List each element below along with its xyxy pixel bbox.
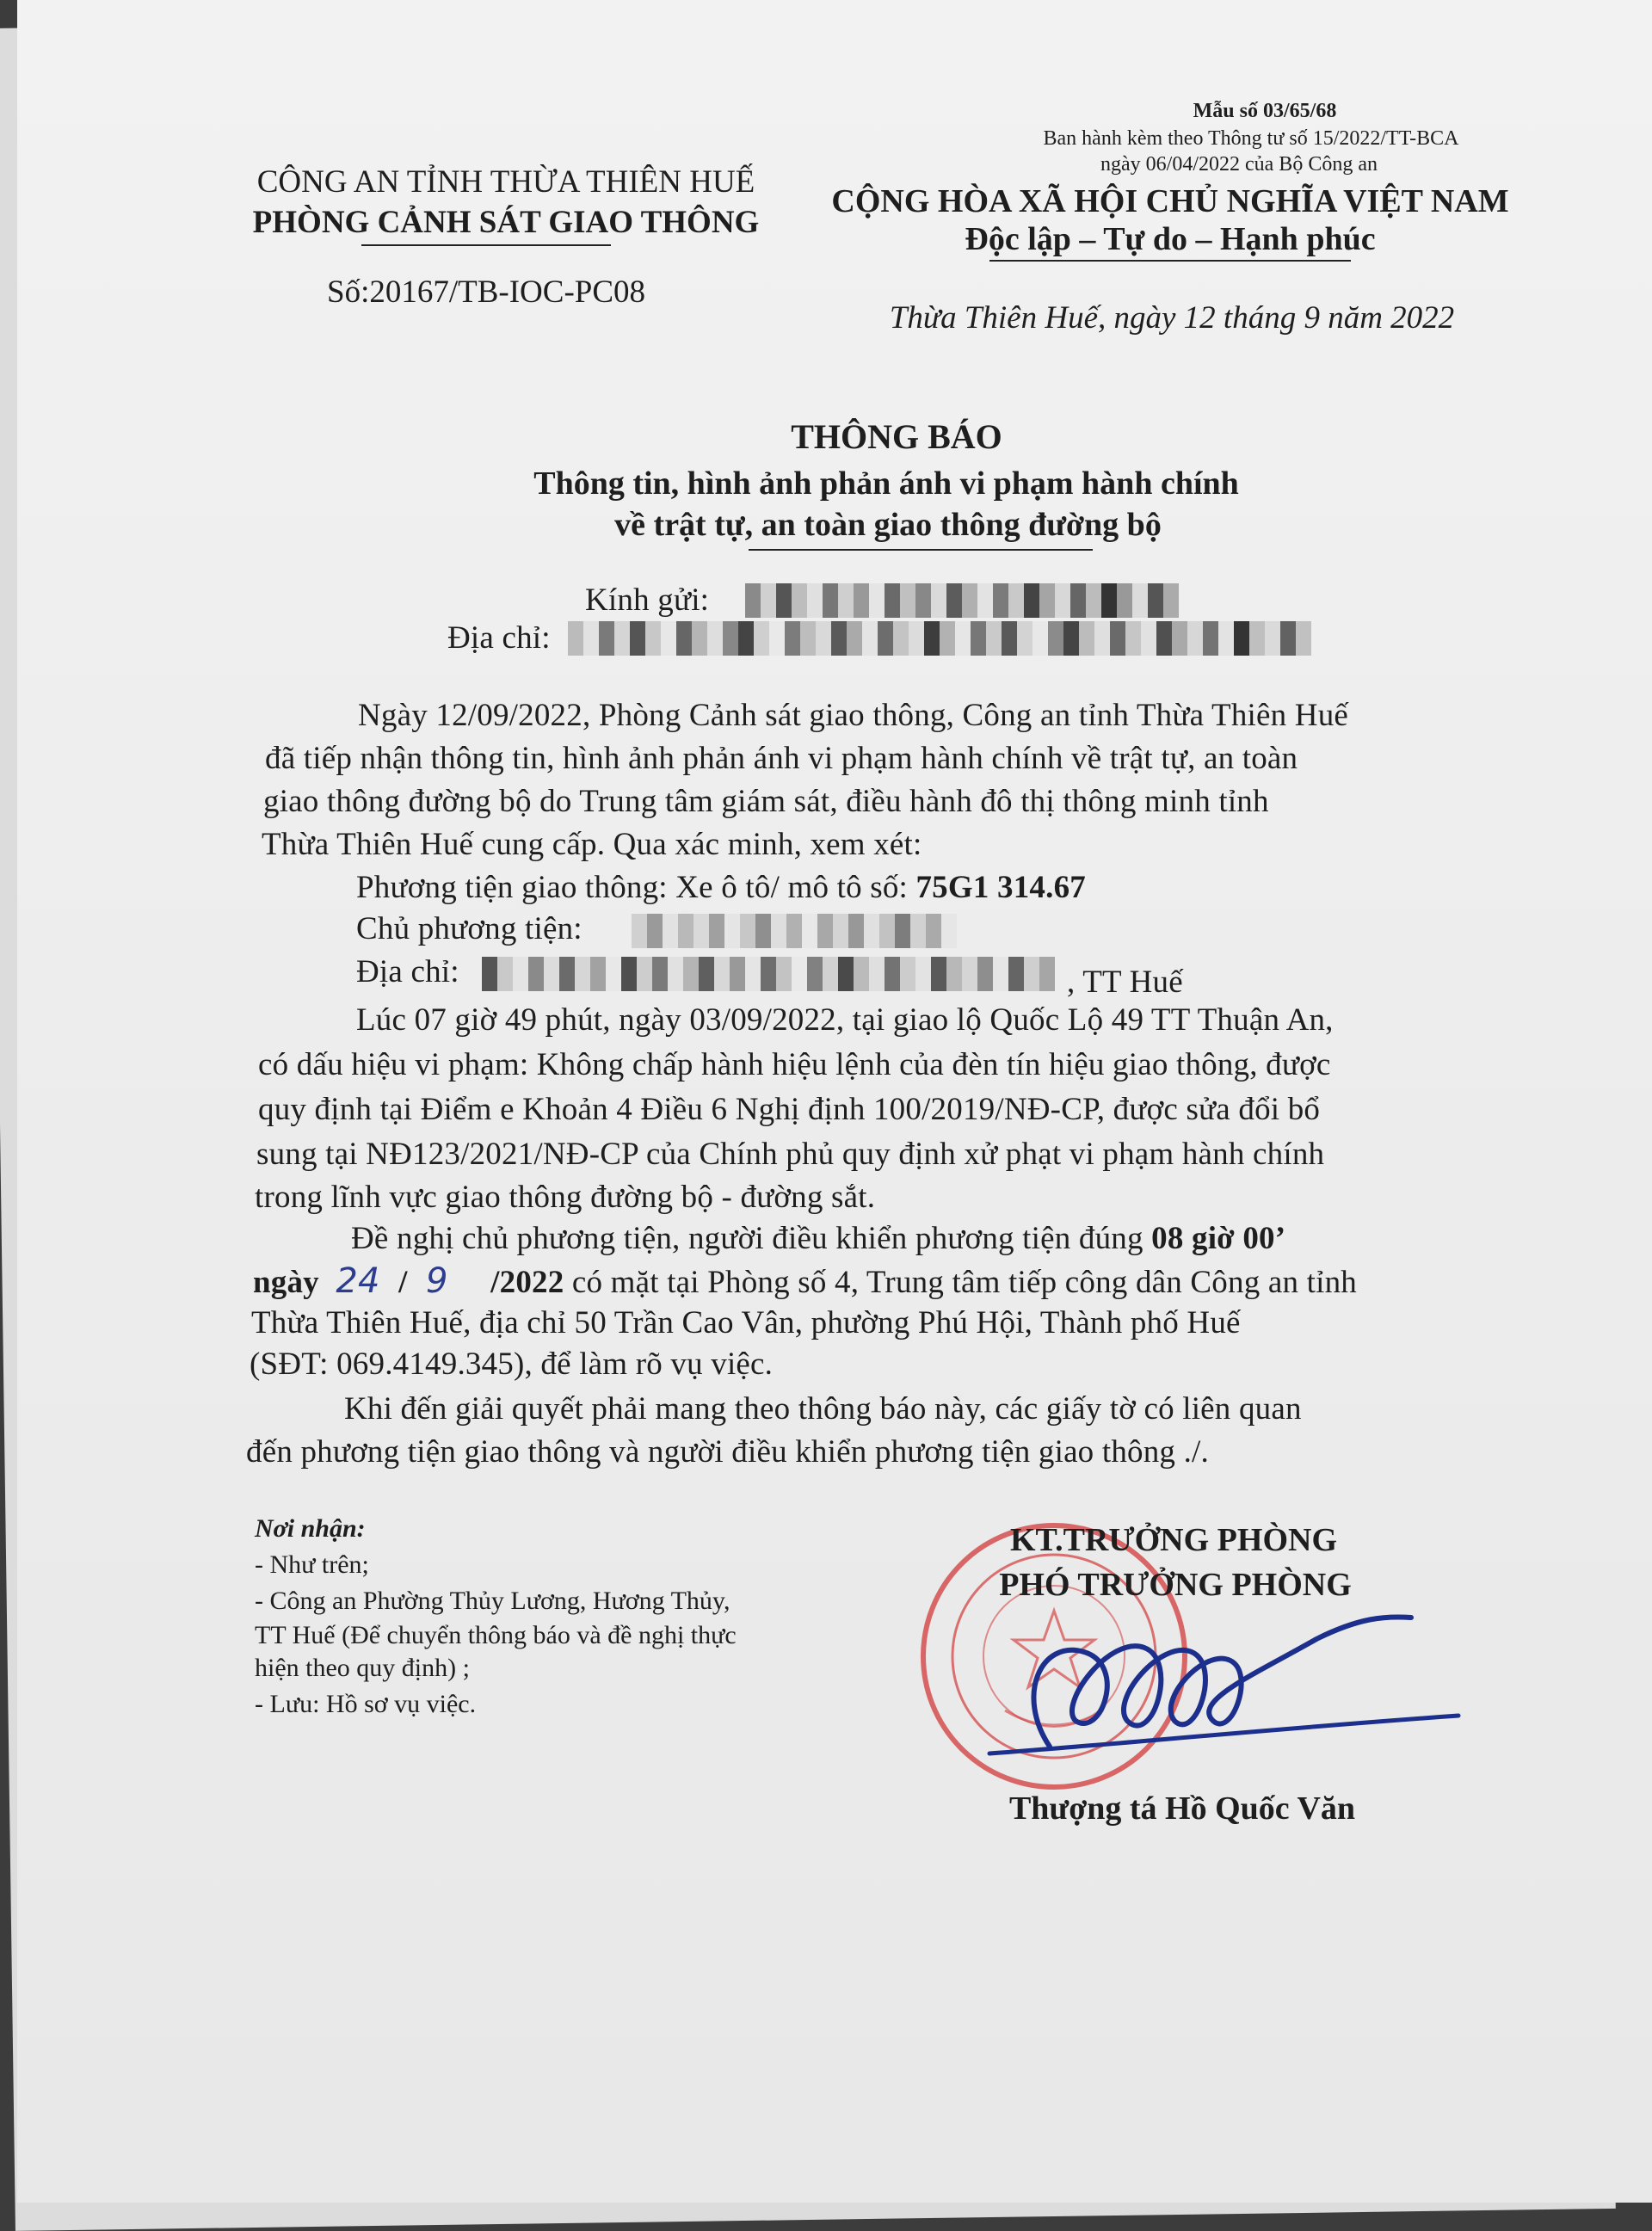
signature-role2: PHÓ TRƯỞNG PHÒNG bbox=[999, 1567, 1352, 1603]
paragraph1-line2: đã tiếp nhận thông tin, hình ảnh phản ánh vi phạm hành chính về trật tự, an toàn bbox=[265, 741, 1298, 776]
redacted-recipient-name bbox=[745, 583, 1184, 618]
appointment-time: 08 giờ 00’ bbox=[1151, 1221, 1286, 1256]
paragraph3-line1 bbox=[351, 1220, 1285, 1257]
redacted-owner-address bbox=[482, 957, 1067, 991]
paragraph4-line1: Khi đến giải quyết phải mang theo thông báo này, các giấy tờ có liên quan bbox=[344, 1391, 1302, 1427]
signature-role1: KT.TRƯỞNG PHÒNG bbox=[1010, 1522, 1337, 1558]
handwritten-day: 24 bbox=[336, 1261, 380, 1301]
license-plate: 75G1 314.67 bbox=[915, 870, 1086, 905]
agency-dept: PHÒNG CẢNH SÁT GIAO THÔNG bbox=[252, 205, 760, 240]
document-subtitle-line1: Thông tin, hình ảnh phản ánh vi phạm hành chính bbox=[533, 465, 1239, 502]
document-number: Số:20167/TB-IOC-PC08 bbox=[327, 274, 646, 310]
appointment-year: /2022 bbox=[490, 1265, 564, 1300]
recipients-line5: - Lưu: Hồ sơ vụ việc. bbox=[255, 1690, 477, 1718]
owner-label: Chủ phương tiện: bbox=[356, 911, 583, 946]
nation-motto: Độc lập – Tự do – Hạnh phúc bbox=[965, 221, 1376, 257]
paragraph2-line4: sung tại NĐ123/2021/NĐ-CP của Chính phủ quy định xử phạt vi phạm hành chính bbox=[256, 1137, 1325, 1172]
recipients-label: Nơi nhận: bbox=[255, 1514, 366, 1543]
recipients-line2: - Công an Phường Thủy Lương, Hương Thủy, bbox=[255, 1587, 730, 1615]
owner-address-label: Địa chỉ: bbox=[356, 954, 459, 989]
document-title: THÔNG BÁO bbox=[791, 417, 1002, 456]
recipients-line4: hiện theo quy định) ; bbox=[255, 1654, 470, 1682]
handwritten-month: 9 bbox=[426, 1261, 448, 1301]
paragraph3-line3: Thừa Thiên Huế, địa chỉ 50 Trần Cao Vân, phường Phú Hội, Thành phố Huế bbox=[251, 1305, 1241, 1340]
form-issued-line2: ngày 06/04/2022 của Bộ Công an bbox=[1100, 153, 1378, 176]
date-separator: / bbox=[398, 1265, 408, 1300]
vehicle-label: Phương tiện giao thông: Xe ô tô/ mô tô số: bbox=[356, 870, 909, 905]
motto-underline bbox=[989, 260, 1351, 262]
nation-name: CỘNG HÒA XÃ HỘI CHỦ NGHĨA VIỆT NAM bbox=[831, 183, 1509, 219]
title-underline bbox=[749, 549, 1093, 551]
paragraph3-line1-text: Đề nghị chủ phương tiện, người điều khiển phương tiện đúng bbox=[351, 1221, 1143, 1256]
to-label: Kính gửi: bbox=[585, 582, 710, 618]
paragraph2-line3: quy định tại Điểm e Khoản 4 Điều 6 Nghị định 100/2019/NĐ-CP, được sửa đổi bổ bbox=[258, 1092, 1321, 1127]
signatory-name: Thượng tá Hồ Quốc Văn bbox=[1008, 1790, 1356, 1827]
handwritten-signature bbox=[981, 1600, 1463, 1772]
redacted-recipient-address bbox=[568, 621, 1316, 656]
paragraph2-line5: trong lĩnh vực giao thông đường bộ - đường sắt. bbox=[255, 1180, 876, 1215]
form-issued-line1: Ban hành kèm theo Thông tư số 15/2022/TT-BCA bbox=[1043, 127, 1459, 150]
address-label: Địa chỉ: bbox=[447, 620, 551, 656]
vehicle-line bbox=[356, 869, 1086, 906]
paragraph2-line1: Lúc 07 giờ 49 phút, ngày 03/09/2022, tại giao lộ Quốc Lộ 49 TT Thuận An, bbox=[356, 1002, 1334, 1038]
paragraph4-line2: đến phương tiện giao thông và người điều khiển phương tiện giao thông ./. bbox=[246, 1434, 1209, 1470]
agency-parent: CÔNG AN TỈNH THỪA THIÊN HUẾ bbox=[256, 164, 755, 200]
paragraph3-line4: (SĐT: 069.4149.345), để làm rõ vụ việc. bbox=[250, 1347, 774, 1382]
place-date: Thừa Thiên Huế, ngày 12 tháng 9 năm 2022 bbox=[889, 300, 1455, 336]
document-subtitle-line2: về trật tự, an toàn giao thông đường bộ bbox=[614, 507, 1162, 543]
agency-underline bbox=[361, 244, 611, 246]
paragraph1-line3: giao thông đường bộ do Trung tâm giám sát, điều hành đô thị thông minh tỉnh bbox=[263, 784, 1269, 819]
recipients-line3: TT Huế (Để chuyển thông báo và đề nghị thực bbox=[255, 1621, 737, 1649]
form-number: Mẫu số 03/65/68 bbox=[1193, 100, 1337, 122]
redacted-owner-name bbox=[632, 914, 967, 948]
paragraph3-line2-text: có mặt tại Phòng số 4, Trung tâm tiếp công dân Công an tỉnh bbox=[571, 1265, 1357, 1300]
owner-address-city: , TT Huế bbox=[1067, 965, 1183, 1000]
recipients-line1: - Như trên; bbox=[255, 1550, 369, 1579]
paragraph2-line2: có dấu hiệu vi phạm: Không chấp hành hiệu lệnh của đèn tín hiệu giao thông, được bbox=[258, 1047, 1331, 1082]
appointment-day-label: ngày bbox=[253, 1265, 319, 1300]
paragraph1-line4: Thừa Thiên Huế cung cấp. Qua xác minh, xem xét: bbox=[262, 827, 922, 862]
paragraph3-line2 bbox=[253, 1261, 1357, 1301]
paragraph1-line1: Ngày 12/09/2022, Phòng Cảnh sát giao thông, Công an tỉnh Thừa Thiên Huế bbox=[358, 698, 1349, 733]
